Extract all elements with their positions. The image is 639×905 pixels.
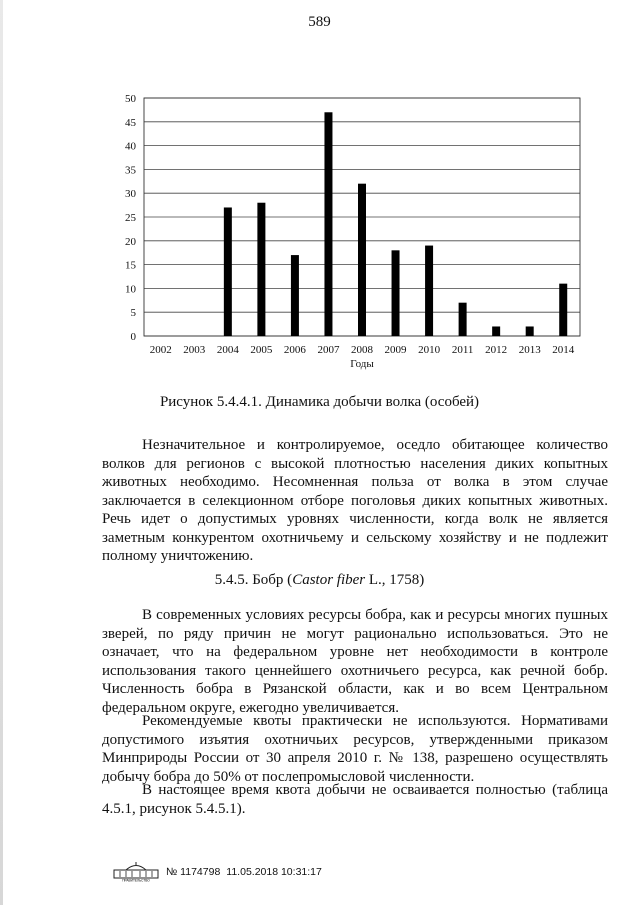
x-tick-label: 2008 [351,344,373,356]
bar-2011 [459,303,467,336]
bar-2004 [224,207,232,336]
y-tick-label: 25 [125,212,136,224]
section-heading-latin-name: Castor fiber [292,572,366,588]
x-tick-label: 2013 [518,344,541,356]
bar-2013 [526,326,534,336]
x-axis-label: Годы [350,358,374,370]
x-tick-label: 2004 [216,344,239,356]
section-heading-suffix: L., 1758) [365,572,425,588]
y-tick-label: 30 [125,188,136,201]
y-tick-label: 0 [130,331,136,343]
paragraph-beaver-1: В современных условиях ресурсы бобра, как и ресурсы многих пушных зверей, по ряду причин не могут рационально использоваться. Это не означает, что на федеральном уровне нет необходимости в контроле использования такого ценнейшего охотничьего ресурса, как речной бобр. Численность бобра в Рязанской области, как и во всем Центральном федеральном округе, ежегодно увеличивается. [102,607,608,716]
y-tick-label: 10 [125,283,136,296]
government-building-emblem-icon [112,862,160,882]
y-tick-label: 5 [130,307,136,320]
emblem-text: ПРАВИТЕЛЬСТВО [122,878,150,882]
figure-caption: Рисунок 5.4.4.1. Динамика добычи волка (особей) [159,394,480,410]
x-tick-label: 2014 [552,344,575,356]
y-tick-label: 20 [125,235,136,248]
y-tick-label: 50 [125,93,136,105]
bar-2008 [358,184,366,336]
bar-2010 [425,246,433,336]
bar-2006 [291,255,299,336]
section-heading-prefix: 5.4.5. Бобр ( [214,572,293,588]
x-tick-label: 2010 [418,344,441,356]
x-tick-label: 2009 [384,344,407,356]
bar-2014 [559,284,567,336]
x-tick-label: 2003 [183,344,206,356]
paragraph-wolf: Незначительное и контролируемое, оседло обитающее количество волков для регионов с высокой плотностью населения диких копытных животных необходимо. Несомненная польза от волка в этом случае заключается в селекционном отборе поголовья диких копытных животных. Речь идет о допустимых уровнях численности, когда волк не является заметным конкурентом охотничьему и сельскому хозяйству и не подлежит полному уничтожению. [102,437,608,564]
bar-2007 [324,112,332,336]
bar-2005 [257,203,265,336]
y-tick-label: 15 [125,259,136,272]
paragraph-beaver-3: В настоящее время квота добычи не осваивается полностью (таблица 4.5.1, рисунок 5.4.5.1). [102,782,608,817]
section-heading [0,572,639,589]
bar-2009 [392,250,400,336]
x-tick-label: 2002 [149,344,172,356]
y-tick-label: 40 [125,140,136,153]
timestamp: 11.05.2018 10:31:17 [226,866,322,878]
y-tick-label: 45 [125,116,136,129]
footer-stamp [112,862,322,882]
x-tick-label: 2011 [451,344,474,356]
x-tick-label: 2007 [317,344,340,356]
wolf-harvest-bar-chart [110,88,600,373]
x-tick-label: 2006 [283,344,306,356]
bar-2012 [492,326,500,336]
document-number: № 1174798 [166,866,221,878]
x-tick-label: 2005 [250,344,273,356]
paragraph-beaver-2: Рекомендуемые квоты практически не используются. Нормативами допустимого изъятия охотничьих ресурсов, утвержденными приказом Минприроды России от 30 апреля 2010 г. № 138, разрешено осуществлять добычу бобра до 50% от послепромысловой численности. [102,713,608,785]
x-tick-label: 2012 [485,344,508,356]
page-number: 589 [308,14,331,30]
y-tick-label: 35 [125,164,136,177]
scan-edge [0,0,3,905]
